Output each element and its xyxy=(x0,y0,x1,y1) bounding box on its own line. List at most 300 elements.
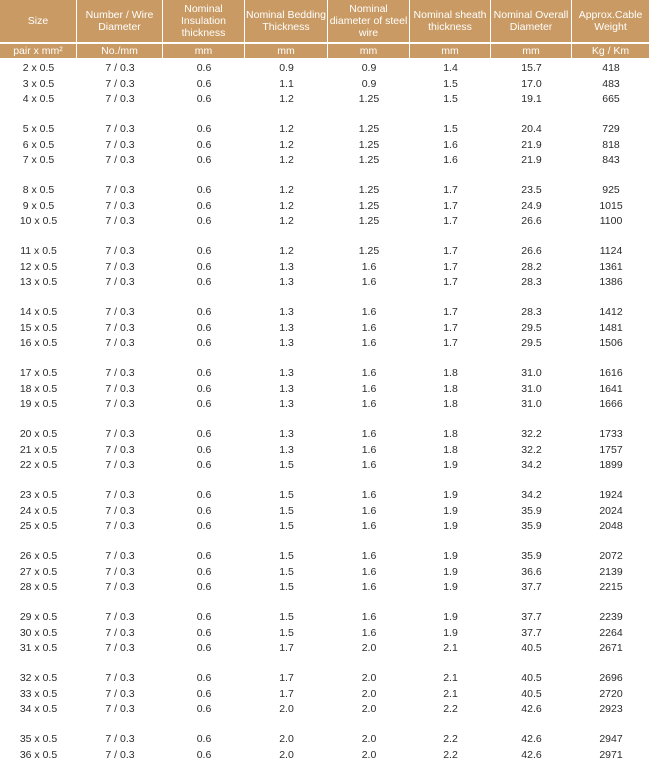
cell-insulation: 0.6 xyxy=(163,687,245,703)
table-row xyxy=(0,199,650,215)
cell-bedding: 2.0 xyxy=(245,702,328,718)
cell-insulation: 0.6 xyxy=(163,336,245,352)
cell-size: 12 x 0.5 xyxy=(0,260,77,276)
cell-wire-diameter: 7 / 0.3 xyxy=(77,336,163,352)
cell-size: 4 x 0.5 xyxy=(0,92,77,108)
cell-insulation: 0.6 xyxy=(163,92,245,108)
cell-insulation: 0.6 xyxy=(163,77,245,93)
table-row xyxy=(0,214,650,230)
cell-weight: 2264 xyxy=(572,626,650,642)
header-cable-weight: Approx.Cable Weight xyxy=(572,0,650,42)
cell-insulation: 0.6 xyxy=(163,443,245,459)
cell-wire-diameter: 7 / 0.3 xyxy=(77,671,163,687)
unit-insulation-thickness: mm xyxy=(163,42,245,60)
header-insulation-thickness: Nominal Insulation thickness xyxy=(163,0,245,42)
cell-size: 25 x 0.5 xyxy=(0,519,77,535)
cell-weight: 1641 xyxy=(572,382,650,398)
table-row xyxy=(0,122,650,138)
cell-bedding: 1.3 xyxy=(245,305,328,321)
cell-overall-diameter: 21.9 xyxy=(491,138,572,154)
table-row xyxy=(0,565,650,581)
cell-size: 32 x 0.5 xyxy=(0,671,77,687)
table-row xyxy=(0,275,650,291)
cell-wire-diameter: 7 / 0.3 xyxy=(77,488,163,504)
cell-wire-diameter: 7 / 0.3 xyxy=(77,260,163,276)
spacer-cell xyxy=(0,596,650,611)
cell-sheath: 2.1 xyxy=(410,671,491,687)
header-row xyxy=(0,0,650,42)
cell-sheath: 1.7 xyxy=(410,183,491,199)
table-row xyxy=(0,626,650,642)
cell-insulation: 0.6 xyxy=(163,153,245,169)
cell-size: 27 x 0.5 xyxy=(0,565,77,581)
cell-weight: 1412 xyxy=(572,305,650,321)
cell-sheath: 1.9 xyxy=(410,519,491,535)
cell-overall-diameter: 23.5 xyxy=(491,183,572,199)
table-row xyxy=(0,610,650,626)
cell-size: 16 x 0.5 xyxy=(0,336,77,352)
cell-bedding: 1.3 xyxy=(245,427,328,443)
cell-steel-wire: 2.0 xyxy=(328,687,410,703)
cell-steel-wire: 1.6 xyxy=(328,321,410,337)
table-row xyxy=(0,702,650,718)
cell-wire-diameter: 7 / 0.3 xyxy=(77,60,163,77)
cell-bedding: 1.5 xyxy=(245,610,328,626)
cell-insulation: 0.6 xyxy=(163,275,245,291)
cell-insulation: 0.6 xyxy=(163,626,245,642)
cell-steel-wire: 1.6 xyxy=(328,336,410,352)
cell-size: 26 x 0.5 xyxy=(0,549,77,565)
cell-steel-wire: 1.6 xyxy=(328,427,410,443)
cell-insulation: 0.6 xyxy=(163,199,245,215)
cell-steel-wire: 1.6 xyxy=(328,519,410,535)
cell-weight: 2048 xyxy=(572,519,650,535)
cell-bedding: 1.3 xyxy=(245,260,328,276)
cell-insulation: 0.6 xyxy=(163,122,245,138)
unit-sheath-thickness: mm xyxy=(410,42,491,60)
cell-overall-diameter: 32.2 xyxy=(491,443,572,459)
cell-steel-wire: 1.6 xyxy=(328,504,410,520)
spacer-cell xyxy=(0,474,650,489)
cell-sheath: 1.6 xyxy=(410,153,491,169)
header-size: Size xyxy=(0,0,77,42)
table-row xyxy=(0,458,650,474)
cell-sheath: 1.6 xyxy=(410,138,491,154)
cell-overall-diameter: 17.0 xyxy=(491,77,572,93)
unit-wire-diameter: No./mm xyxy=(77,42,163,60)
cell-overall-diameter: 21.9 xyxy=(491,153,572,169)
cell-overall-diameter: 20.4 xyxy=(491,122,572,138)
cell-bedding: 1.3 xyxy=(245,382,328,398)
spacer-cell xyxy=(0,291,650,306)
cell-wire-diameter: 7 / 0.3 xyxy=(77,366,163,382)
group-spacer xyxy=(0,291,650,306)
cell-weight: 1616 xyxy=(572,366,650,382)
cell-weight: 1481 xyxy=(572,321,650,337)
spacer-cell xyxy=(0,718,650,733)
cell-wire-diameter: 7 / 0.3 xyxy=(77,641,163,657)
cell-size: 7 x 0.5 xyxy=(0,153,77,169)
cell-steel-wire: 1.6 xyxy=(328,565,410,581)
spacer-cell xyxy=(0,657,650,672)
cell-steel-wire: 1.25 xyxy=(328,138,410,154)
cell-overall-diameter: 36.6 xyxy=(491,565,572,581)
cell-insulation: 0.6 xyxy=(163,732,245,748)
cell-weight: 1100 xyxy=(572,214,650,230)
cell-insulation: 0.6 xyxy=(163,214,245,230)
cell-steel-wire: 1.25 xyxy=(328,92,410,108)
table-row xyxy=(0,641,650,657)
group-spacer xyxy=(0,108,650,123)
cell-size: 35 x 0.5 xyxy=(0,732,77,748)
cell-size: 28 x 0.5 xyxy=(0,580,77,596)
cell-sheath: 2.1 xyxy=(410,687,491,703)
cell-wire-diameter: 7 / 0.3 xyxy=(77,397,163,413)
cell-weight: 665 xyxy=(572,92,650,108)
cell-overall-diameter: 26.6 xyxy=(491,244,572,260)
cell-steel-wire: 2.0 xyxy=(328,748,410,763)
group-spacer xyxy=(0,474,650,489)
cell-sheath: 1.9 xyxy=(410,549,491,565)
cell-size: 15 x 0.5 xyxy=(0,321,77,337)
cell-steel-wire: 2.0 xyxy=(328,671,410,687)
table-row xyxy=(0,336,650,352)
cell-steel-wire: 0.9 xyxy=(328,77,410,93)
unit-size: pair x mm² xyxy=(0,42,77,60)
cell-weight: 925 xyxy=(572,183,650,199)
cell-size: 5 x 0.5 xyxy=(0,122,77,138)
cell-weight: 2024 xyxy=(572,504,650,520)
cell-bedding: 2.0 xyxy=(245,748,328,763)
cell-wire-diameter: 7 / 0.3 xyxy=(77,610,163,626)
cell-weight: 818 xyxy=(572,138,650,154)
cell-weight: 2139 xyxy=(572,565,650,581)
table-row xyxy=(0,519,650,535)
cell-bedding: 1.3 xyxy=(245,397,328,413)
cell-wire-diameter: 7 / 0.3 xyxy=(77,626,163,642)
cell-sheath: 1.5 xyxy=(410,77,491,93)
table-row xyxy=(0,549,650,565)
cell-insulation: 0.6 xyxy=(163,321,245,337)
units-row xyxy=(0,42,650,60)
cell-size: 14 x 0.5 xyxy=(0,305,77,321)
group-spacer xyxy=(0,596,650,611)
cell-wire-diameter: 7 / 0.3 xyxy=(77,549,163,565)
cell-sheath: 1.8 xyxy=(410,427,491,443)
table-row xyxy=(0,427,650,443)
cell-size: 18 x 0.5 xyxy=(0,382,77,398)
cell-weight: 1506 xyxy=(572,336,650,352)
cell-bedding: 1.3 xyxy=(245,443,328,459)
cell-sheath: 1.8 xyxy=(410,366,491,382)
cell-overall-diameter: 35.9 xyxy=(491,549,572,565)
cell-weight: 1124 xyxy=(572,244,650,260)
table-row xyxy=(0,153,650,169)
table-row xyxy=(0,183,650,199)
cell-wire-diameter: 7 / 0.3 xyxy=(77,122,163,138)
cell-bedding: 1.2 xyxy=(245,214,328,230)
cell-size: 11 x 0.5 xyxy=(0,244,77,260)
cell-steel-wire: 1.25 xyxy=(328,214,410,230)
cell-steel-wire: 0.9 xyxy=(328,60,410,77)
spacer-cell xyxy=(0,230,650,245)
cell-insulation: 0.6 xyxy=(163,748,245,763)
cell-weight: 2971 xyxy=(572,748,650,763)
cell-insulation: 0.6 xyxy=(163,671,245,687)
table-row xyxy=(0,687,650,703)
cell-insulation: 0.6 xyxy=(163,504,245,520)
cell-size: 10 x 0.5 xyxy=(0,214,77,230)
cell-overall-diameter: 34.2 xyxy=(491,488,572,504)
header-bedding-thickness: Nominal Bedding Thickness xyxy=(245,0,328,42)
cell-sheath: 2.2 xyxy=(410,732,491,748)
cell-size: 34 x 0.5 xyxy=(0,702,77,718)
cell-bedding: 1.1 xyxy=(245,77,328,93)
unit-bedding-thickness: mm xyxy=(245,42,328,60)
cell-overall-diameter: 29.5 xyxy=(491,321,572,337)
cell-sheath: 1.9 xyxy=(410,626,491,642)
cell-size: 8 x 0.5 xyxy=(0,183,77,199)
cell-bedding: 2.0 xyxy=(245,732,328,748)
cell-overall-diameter: 35.9 xyxy=(491,504,572,520)
table-body xyxy=(0,60,650,763)
cell-overall-diameter: 24.9 xyxy=(491,199,572,215)
cell-sheath: 1.7 xyxy=(410,199,491,215)
cell-sheath: 1.9 xyxy=(410,458,491,474)
cell-insulation: 0.6 xyxy=(163,397,245,413)
cell-steel-wire: 1.6 xyxy=(328,580,410,596)
cell-bedding: 1.5 xyxy=(245,519,328,535)
table-row xyxy=(0,443,650,459)
cell-size: 3 x 0.5 xyxy=(0,77,77,93)
cell-size: 23 x 0.5 xyxy=(0,488,77,504)
cell-overall-diameter: 31.0 xyxy=(491,397,572,413)
cell-sheath: 1.8 xyxy=(410,397,491,413)
cell-bedding: 1.2 xyxy=(245,92,328,108)
cell-wire-diameter: 7 / 0.3 xyxy=(77,458,163,474)
cell-size: 19 x 0.5 xyxy=(0,397,77,413)
cell-bedding: 1.5 xyxy=(245,488,328,504)
table-row xyxy=(0,748,650,763)
cell-insulation: 0.6 xyxy=(163,580,245,596)
cell-bedding: 1.3 xyxy=(245,275,328,291)
cell-wire-diameter: 7 / 0.3 xyxy=(77,138,163,154)
cell-sheath: 1.9 xyxy=(410,565,491,581)
cell-overall-diameter: 40.5 xyxy=(491,641,572,657)
group-spacer xyxy=(0,657,650,672)
cell-bedding: 1.5 xyxy=(245,580,328,596)
cell-wire-diameter: 7 / 0.3 xyxy=(77,77,163,93)
cell-sheath: 1.7 xyxy=(410,336,491,352)
cell-steel-wire: 1.6 xyxy=(328,382,410,398)
cell-wire-diameter: 7 / 0.3 xyxy=(77,183,163,199)
cell-bedding: 1.2 xyxy=(245,244,328,260)
unit-cable-weight: Kg / Km xyxy=(572,42,650,60)
cell-steel-wire: 1.6 xyxy=(328,305,410,321)
cell-bedding: 1.3 xyxy=(245,366,328,382)
cell-overall-diameter: 29.5 xyxy=(491,336,572,352)
cell-steel-wire: 1.6 xyxy=(328,626,410,642)
cell-insulation: 0.6 xyxy=(163,427,245,443)
cell-size: 20 x 0.5 xyxy=(0,427,77,443)
cell-sheath: 1.7 xyxy=(410,260,491,276)
cell-steel-wire: 1.6 xyxy=(328,366,410,382)
table-row xyxy=(0,488,650,504)
cell-size: 36 x 0.5 xyxy=(0,748,77,763)
cell-insulation: 0.6 xyxy=(163,305,245,321)
cell-wire-diameter: 7 / 0.3 xyxy=(77,687,163,703)
cell-wire-diameter: 7 / 0.3 xyxy=(77,244,163,260)
table-row xyxy=(0,60,650,77)
cell-insulation: 0.6 xyxy=(163,366,245,382)
cell-weight: 2947 xyxy=(572,732,650,748)
cell-bedding: 1.2 xyxy=(245,138,328,154)
group-spacer xyxy=(0,169,650,184)
cell-weight: 729 xyxy=(572,122,650,138)
cell-sheath: 2.2 xyxy=(410,748,491,763)
cell-bedding: 1.7 xyxy=(245,671,328,687)
cell-overall-diameter: 37.7 xyxy=(491,580,572,596)
cell-bedding: 1.5 xyxy=(245,626,328,642)
cell-steel-wire: 1.6 xyxy=(328,260,410,276)
cell-steel-wire: 1.25 xyxy=(328,183,410,199)
cell-wire-diameter: 7 / 0.3 xyxy=(77,504,163,520)
cell-size: 24 x 0.5 xyxy=(0,504,77,520)
cell-weight: 1386 xyxy=(572,275,650,291)
cell-weight: 843 xyxy=(572,153,650,169)
cell-overall-diameter: 32.2 xyxy=(491,427,572,443)
spacer-cell xyxy=(0,108,650,123)
cell-weight: 1015 xyxy=(572,199,650,215)
cell-overall-diameter: 42.6 xyxy=(491,748,572,763)
cell-insulation: 0.6 xyxy=(163,641,245,657)
cell-steel-wire: 1.6 xyxy=(328,549,410,565)
cell-bedding: 1.2 xyxy=(245,122,328,138)
cell-size: 33 x 0.5 xyxy=(0,687,77,703)
cell-bedding: 1.7 xyxy=(245,687,328,703)
cell-size: 31 x 0.5 xyxy=(0,641,77,657)
cell-weight: 1924 xyxy=(572,488,650,504)
cell-wire-diameter: 7 / 0.3 xyxy=(77,305,163,321)
cell-sheath: 1.8 xyxy=(410,382,491,398)
cell-insulation: 0.6 xyxy=(163,382,245,398)
cell-sheath: 1.7 xyxy=(410,275,491,291)
cell-weight: 2720 xyxy=(572,687,650,703)
table-row xyxy=(0,77,650,93)
group-spacer xyxy=(0,413,650,428)
cell-weight: 2239 xyxy=(572,610,650,626)
spacer-cell xyxy=(0,169,650,184)
cell-wire-diameter: 7 / 0.3 xyxy=(77,732,163,748)
cell-sheath: 2.2 xyxy=(410,702,491,718)
table-row xyxy=(0,305,650,321)
cell-steel-wire: 1.25 xyxy=(328,122,410,138)
cell-bedding: 1.5 xyxy=(245,565,328,581)
cell-steel-wire: 2.0 xyxy=(328,641,410,657)
spacer-cell xyxy=(0,413,650,428)
cell-weight: 1361 xyxy=(572,260,650,276)
spacer-cell xyxy=(0,535,650,550)
cell-overall-diameter: 28.2 xyxy=(491,260,572,276)
cell-size: 29 x 0.5 xyxy=(0,610,77,626)
cell-overall-diameter: 37.7 xyxy=(491,626,572,642)
cell-overall-diameter: 19.1 xyxy=(491,92,572,108)
cell-overall-diameter: 42.6 xyxy=(491,732,572,748)
cell-weight: 2671 xyxy=(572,641,650,657)
table-row xyxy=(0,580,650,596)
cell-bedding: 1.2 xyxy=(245,183,328,199)
cell-wire-diameter: 7 / 0.3 xyxy=(77,427,163,443)
table-row xyxy=(0,244,650,260)
cell-weight: 1666 xyxy=(572,397,650,413)
cell-steel-wire: 1.6 xyxy=(328,458,410,474)
cell-steel-wire: 1.6 xyxy=(328,275,410,291)
cell-overall-diameter: 28.3 xyxy=(491,275,572,291)
table-row xyxy=(0,504,650,520)
cell-size: 17 x 0.5 xyxy=(0,366,77,382)
table-header xyxy=(0,0,650,60)
cell-insulation: 0.6 xyxy=(163,260,245,276)
cell-insulation: 0.6 xyxy=(163,458,245,474)
table-row xyxy=(0,321,650,337)
cell-wire-diameter: 7 / 0.3 xyxy=(77,748,163,763)
cell-overall-diameter: 40.5 xyxy=(491,671,572,687)
cell-weight: 1733 xyxy=(572,427,650,443)
cell-overall-diameter: 40.5 xyxy=(491,687,572,703)
cell-bedding: 1.5 xyxy=(245,549,328,565)
cell-wire-diameter: 7 / 0.3 xyxy=(77,702,163,718)
cell-sheath: 1.9 xyxy=(410,488,491,504)
cell-size: 6 x 0.5 xyxy=(0,138,77,154)
group-spacer xyxy=(0,718,650,733)
cell-sheath: 1.5 xyxy=(410,92,491,108)
cell-steel-wire: 1.6 xyxy=(328,488,410,504)
header-overall-diameter: Nominal Overall Diameter xyxy=(491,0,572,42)
cell-overall-diameter: 31.0 xyxy=(491,366,572,382)
cell-bedding: 1.5 xyxy=(245,504,328,520)
unit-overall-diameter: mm xyxy=(491,42,572,60)
cell-steel-wire: 1.25 xyxy=(328,244,410,260)
cell-bedding: 1.3 xyxy=(245,336,328,352)
cell-sheath: 1.7 xyxy=(410,244,491,260)
cell-sheath: 1.8 xyxy=(410,443,491,459)
cell-insulation: 0.6 xyxy=(163,610,245,626)
cell-wire-diameter: 7 / 0.3 xyxy=(77,153,163,169)
cell-wire-diameter: 7 / 0.3 xyxy=(77,321,163,337)
cell-overall-diameter: 42.6 xyxy=(491,702,572,718)
cell-wire-diameter: 7 / 0.3 xyxy=(77,580,163,596)
cell-sheath: 1.7 xyxy=(410,305,491,321)
cell-weight: 418 xyxy=(572,60,650,77)
cell-insulation: 0.6 xyxy=(163,488,245,504)
cell-sheath: 1.7 xyxy=(410,321,491,337)
cell-overall-diameter: 37.7 xyxy=(491,610,572,626)
header-sheath-thickness: Nominal sheath thickness xyxy=(410,0,491,42)
cell-insulation: 0.6 xyxy=(163,565,245,581)
cell-wire-diameter: 7 / 0.3 xyxy=(77,519,163,535)
cell-wire-diameter: 7 / 0.3 xyxy=(77,199,163,215)
unit-steel-wire-diameter: mm xyxy=(328,42,410,60)
cell-wire-diameter: 7 / 0.3 xyxy=(77,92,163,108)
cell-weight: 2696 xyxy=(572,671,650,687)
cell-sheath: 1.9 xyxy=(410,610,491,626)
cell-steel-wire: 1.25 xyxy=(328,153,410,169)
table-row xyxy=(0,732,650,748)
cell-wire-diameter: 7 / 0.3 xyxy=(77,565,163,581)
table-row xyxy=(0,397,650,413)
table-row xyxy=(0,260,650,276)
table-row xyxy=(0,671,650,687)
